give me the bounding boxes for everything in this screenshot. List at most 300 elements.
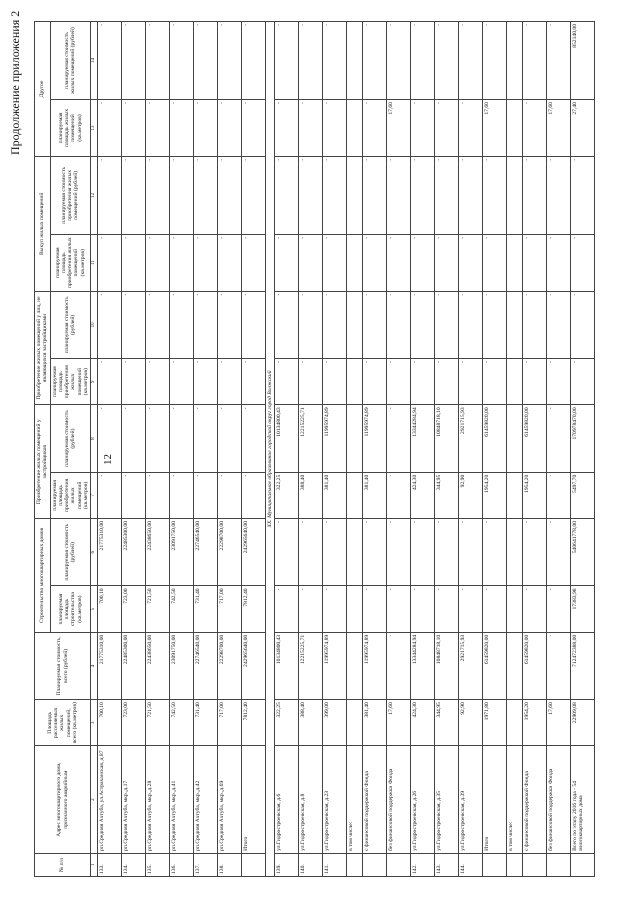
table-cell: - <box>274 586 298 632</box>
table-row <box>274 22 298 877</box>
table-cell: - <box>434 359 458 405</box>
table-cell: 723,00 <box>121 586 145 632</box>
table-cell: - <box>522 291 546 358</box>
table-cell: - <box>217 405 241 472</box>
table-cell: - <box>193 234 217 291</box>
row-address: в том числе: <box>506 746 522 853</box>
table-row <box>386 22 410 877</box>
header-from-non-developers: Приобретение жилых помещений у лиц, не являющихся застройщиками <box>35 291 51 405</box>
table-cell: - <box>169 22 193 100</box>
table-cell: - <box>434 234 458 291</box>
table-cell: 344,95 <box>434 472 458 518</box>
table-cell: - <box>121 405 145 472</box>
row-number: 139. <box>274 853 298 876</box>
table-row <box>434 22 458 877</box>
table-cell: 700,10 <box>97 700 121 746</box>
page-title: Продолжение приложения 2 <box>8 10 22 155</box>
table-cell: 322,25 <box>274 700 298 746</box>
table-cell: - <box>546 22 570 100</box>
table-cell: - <box>546 359 570 405</box>
table-cell <box>506 405 522 472</box>
table-cell: - <box>386 405 410 472</box>
table-cell <box>506 586 522 632</box>
table-cell: - <box>298 586 322 632</box>
table-cell: - <box>241 405 265 472</box>
table-cell: - <box>482 359 506 405</box>
table-cell: - <box>241 22 265 100</box>
table-cell: - <box>458 22 482 100</box>
table-cell: - <box>145 291 169 358</box>
subheader-buy-area: планируемая площадь приобретения жилых помещений (кв.метров) <box>50 234 91 291</box>
table-cell <box>506 700 522 746</box>
subheader-acq-area: планируемая площадь приобретения жилых помещений (кв.метров) <box>50 359 91 405</box>
table-cell: - <box>570 291 594 358</box>
table-cell: 23091750,00 <box>169 632 193 699</box>
table-cell: 1971,80 <box>482 700 506 746</box>
table-cell: 17,60 <box>386 700 410 746</box>
table-cell: - <box>410 291 434 358</box>
table-cell: - <box>193 291 217 358</box>
table-cell: 731,40 <box>193 586 217 632</box>
table-cell: - <box>97 234 121 291</box>
table-cell: - <box>298 100 322 157</box>
table-cell: 424,30 <box>410 472 434 518</box>
table-cell: - <box>274 291 298 358</box>
row-number: 133. <box>97 853 121 876</box>
table-cell: - <box>362 519 386 586</box>
table-cell: - <box>458 519 482 586</box>
row-address: без финансовой поддержки Фонда <box>386 746 410 853</box>
row-address: с финансовой поддержкой Фонда <box>522 746 546 853</box>
row-address: Всего по этапу 2016 года - 54 многоквартирных дома <box>570 746 594 853</box>
table-row <box>458 22 482 877</box>
table-cell: 61459820,00 <box>482 405 506 472</box>
table-cell: - <box>362 291 386 358</box>
column-number: 1 <box>91 853 98 876</box>
table-body <box>91 22 595 877</box>
table-cell: - <box>298 22 322 100</box>
table-cell: 21775310,00 <box>97 632 121 699</box>
row-number <box>482 853 506 876</box>
table-cell: - <box>322 22 346 100</box>
resettlement-table <box>34 21 595 877</box>
table-cell: - <box>193 359 217 405</box>
table-cell: 22438650,00 <box>145 632 169 699</box>
table-cell: - <box>434 586 458 632</box>
table-cell <box>346 519 362 586</box>
table-cell: - <box>193 156 217 234</box>
table-cell: - <box>546 234 570 291</box>
table-cell: - <box>522 22 546 100</box>
table-cell: - <box>458 359 482 405</box>
table-cell: - <box>145 472 169 518</box>
table-cell: 22485300,00 <box>121 519 145 586</box>
subheader-other-cost: планируемая стоимость жилых помещений (рублей) <box>50 22 91 100</box>
table-cell: - <box>386 632 410 699</box>
table-cell <box>346 700 362 746</box>
table-cell: 92,90 <box>458 700 482 746</box>
row-address: Итого <box>241 746 265 853</box>
table-cell: - <box>546 519 570 586</box>
table-cell: 1954,20 <box>522 700 546 746</box>
table-cell <box>346 156 362 234</box>
table-cell: - <box>362 586 386 632</box>
row-number: 138. <box>217 853 241 876</box>
table-cell: - <box>145 359 169 405</box>
table-cell: - <box>522 519 546 586</box>
table-cell: - <box>410 156 434 234</box>
table-cell: - <box>482 519 506 586</box>
table-cell: - <box>217 22 241 100</box>
row-address: Итого <box>482 746 506 853</box>
table-cell: 10848718,10 <box>434 405 458 472</box>
row-number <box>570 853 594 876</box>
table-cell: - <box>386 586 410 632</box>
table-cell: - <box>145 100 169 157</box>
table-cell: 11995974,89 <box>322 405 346 472</box>
table-cell: - <box>121 156 145 234</box>
table-cell <box>506 359 522 405</box>
table-cell: 344,95 <box>434 700 458 746</box>
table-cell: - <box>193 22 217 100</box>
row-address: рп.Средняя Ахтуба, мкр.,д.17 <box>121 746 145 853</box>
table-cell: - <box>458 234 482 291</box>
table-cell: - <box>145 405 169 472</box>
row-address: ул.Гидростроевская, д.8 <box>298 746 322 853</box>
row-number <box>546 853 570 876</box>
table-cell: 2921715,93 <box>458 405 482 472</box>
table-cell <box>506 100 522 157</box>
table-cell: 721,50 <box>145 586 169 632</box>
row-address: ул.Гидростроевская, д.39 <box>458 746 482 853</box>
table-row <box>145 22 169 877</box>
table-cell: - <box>522 100 546 157</box>
row-address: рп.Средняя Ахтуба, мкр.,д.42 <box>193 746 217 853</box>
table-cell <box>506 632 522 699</box>
table-cell: - <box>217 234 241 291</box>
table-cell: - <box>217 291 241 358</box>
table-cell: - <box>458 100 482 157</box>
table-cell: 7812,40 <box>241 700 265 746</box>
table-row <box>482 22 506 877</box>
table-row <box>298 22 322 877</box>
table-cell: - <box>322 359 346 405</box>
table-cell: 723,00 <box>121 700 145 746</box>
table-cell: - <box>482 22 506 100</box>
table-cell: - <box>121 291 145 358</box>
column-number: 5 <box>91 586 98 632</box>
table-cell: - <box>274 100 298 157</box>
table-cell: - <box>217 156 241 234</box>
table-cell: 170978470,00 <box>570 405 594 472</box>
table-row <box>169 22 193 877</box>
table-cell: - <box>362 234 386 291</box>
table-row <box>217 22 241 877</box>
column-number: 3 <box>91 700 98 746</box>
table-cell <box>506 291 522 358</box>
table-cell: - <box>193 405 217 472</box>
column-number: 2 <box>91 746 98 853</box>
table-cell: - <box>434 156 458 234</box>
table-row <box>362 22 386 877</box>
row-number <box>522 853 546 876</box>
page-number: 12 <box>102 454 114 465</box>
row-number <box>241 853 265 876</box>
table-row <box>410 22 434 877</box>
table-cell: 721,50 <box>145 700 169 746</box>
table-cell: 17,60 <box>546 100 570 157</box>
table-cell: - <box>97 156 121 234</box>
header-construction: Строительство многоквартирных домов <box>35 519 51 633</box>
header-no: № п/п <box>35 853 91 876</box>
table-cell: - <box>121 359 145 405</box>
table-cell: - <box>458 586 482 632</box>
table-cell: - <box>217 472 241 518</box>
table-row <box>193 22 217 877</box>
header-row-1 <box>35 22 51 877</box>
table-cell: - <box>97 100 121 157</box>
table-cell: 10134800,43 <box>274 632 298 699</box>
table-cell: 13344284,94 <box>410 405 434 472</box>
table-cell: - <box>217 100 241 157</box>
table-cell: - <box>482 234 506 291</box>
table-cell: 540641778,00 <box>570 519 594 586</box>
table-cell: - <box>386 291 410 358</box>
table-cell: 22485300,00 <box>121 632 145 699</box>
table-cell: 242965640,00 <box>241 632 265 699</box>
table-cell: 22909,08 <box>570 700 594 746</box>
table-cell: - <box>386 22 410 100</box>
column-number: 10 <box>91 291 98 358</box>
table-cell: 388,40 <box>298 472 322 518</box>
table-cell: 61459820,00 <box>522 405 546 472</box>
table-cell: - <box>274 156 298 234</box>
table-cell: - <box>145 234 169 291</box>
column-number: 12 <box>91 156 98 234</box>
table-cell: 700,10 <box>97 586 121 632</box>
table-cell: - <box>145 22 169 100</box>
row-number: 144. <box>458 853 482 876</box>
table-cell: - <box>322 519 346 586</box>
table-cell: 322,25 <box>274 472 298 518</box>
table-cell: 1954,20 <box>522 472 546 518</box>
table-cell: 11995974,89 <box>362 632 386 699</box>
table-cell: - <box>410 22 434 100</box>
table-cell: - <box>410 100 434 157</box>
table-cell: - <box>193 100 217 157</box>
table-cell: 852140,00 <box>570 22 594 100</box>
table-cell: - <box>482 156 506 234</box>
section-row <box>265 22 274 877</box>
table-cell: - <box>522 234 546 291</box>
column-number: 8 <box>91 405 98 472</box>
table-cell: - <box>97 359 121 405</box>
table-cell: 21775310,00 <box>97 519 121 586</box>
header-cost-total: Планируемая стоимость, всего (рублей) <box>35 632 91 699</box>
table-cell <box>346 100 362 157</box>
table-cell <box>346 234 362 291</box>
table-cell: 742,50 <box>169 586 193 632</box>
table-cell: 22438650,00 <box>145 519 169 586</box>
table-row <box>570 22 594 877</box>
table-cell: 5497,70 <box>570 472 594 518</box>
header-from-developers: Приобретение жилых помещений у застройщиков <box>35 405 51 519</box>
table-cell: - <box>386 472 410 518</box>
table-cell: 424,30 <box>410 700 434 746</box>
table-cell <box>506 519 522 586</box>
table-cell <box>506 472 522 518</box>
table-cell: 22746540,00 <box>193 632 217 699</box>
table-cell: - <box>274 519 298 586</box>
table-cell: - <box>322 100 346 157</box>
row-number: 134. <box>121 853 145 876</box>
column-number: 14 <box>91 22 98 100</box>
column-number: 7 <box>91 472 98 518</box>
table-cell: - <box>482 291 506 358</box>
subheader-cost: планируемая стоимость (рублей) <box>50 405 91 472</box>
table-cell <box>346 359 362 405</box>
table-cell <box>346 291 362 358</box>
table-cell: - <box>322 291 346 358</box>
subheader-build-area: планируемая площадь строительства (кв.метров) <box>50 586 91 632</box>
table-cell: - <box>362 22 386 100</box>
table-cell: - <box>458 291 482 358</box>
table-cell: - <box>121 22 145 100</box>
row-number: 140. <box>298 853 322 876</box>
header-address: Адрес многоквартирного дома, признанного аварийным <box>35 746 91 853</box>
table-cell: 1954,20 <box>482 472 506 518</box>
column-number: 4 <box>91 632 98 699</box>
table-cell: 61459820,00 <box>482 632 506 699</box>
table-cell: 717,00 <box>217 700 241 746</box>
table-cell: - <box>298 291 322 358</box>
column-number-row <box>91 22 98 877</box>
table-cell: - <box>298 156 322 234</box>
table-cell: - <box>241 156 265 234</box>
row-address: рп.Средняя Ахтуба, мкр.,д.41 <box>169 746 193 853</box>
table-cell <box>346 586 362 632</box>
header-other: Другое <box>35 22 51 157</box>
table-cell: - <box>241 100 265 157</box>
table-cell <box>346 405 362 472</box>
table-row <box>121 22 145 877</box>
table-row <box>546 22 570 877</box>
header-area: Площадь расселяемых жилых помещений, всего (кв.метров) <box>35 700 91 746</box>
table-cell: - <box>322 586 346 632</box>
table-cell: 13344284,94 <box>410 632 434 699</box>
table-cell: - <box>241 472 265 518</box>
row-address: рп.Средняя Ахтуба, мкр.,д.28 <box>145 746 169 853</box>
table-cell: - <box>434 291 458 358</box>
column-number: 11 <box>91 234 98 291</box>
table-cell: - <box>322 234 346 291</box>
table-cell: - <box>482 586 506 632</box>
subheader-acq-area: планируемая площадь приобретения жилых помещений (кв.метров) <box>50 472 91 518</box>
table-cell <box>506 234 522 291</box>
table-cell: 388,40 <box>298 700 322 746</box>
table-cell: 7812,40 <box>241 586 265 632</box>
table-cell: - <box>410 359 434 405</box>
table-cell: - <box>193 472 217 518</box>
table-cell: - <box>121 472 145 518</box>
table-cell: 742,50 <box>169 700 193 746</box>
row-address: без финансовой поддержки Фонда <box>546 746 570 853</box>
column-number: 13 <box>91 100 98 157</box>
table-cell: - <box>570 156 594 234</box>
table-cell: 92,90 <box>458 472 482 518</box>
table-cell: 381,40 <box>322 472 346 518</box>
subheader-cost: планируемая стоимость (рублей) <box>50 291 91 358</box>
table-cell: - <box>362 156 386 234</box>
table-cell: - <box>274 359 298 405</box>
row-address: ул.Гидростроевская, д.26 <box>410 746 434 853</box>
table-cell: 22298700,00 <box>217 519 241 586</box>
table-cell: 10848718,10 <box>434 632 458 699</box>
table-cell: - <box>546 632 570 699</box>
table-cell: - <box>145 156 169 234</box>
table-cell: - <box>570 234 594 291</box>
column-number: 9 <box>91 359 98 405</box>
row-number: 137. <box>193 853 217 876</box>
table-cell: - <box>546 472 570 518</box>
table-cell: - <box>522 156 546 234</box>
table-cell: 399,00 <box>322 700 346 746</box>
row-number <box>386 853 410 876</box>
row-address: ул.Гидростроевская, д.23 <box>322 746 346 853</box>
table-cell: - <box>458 156 482 234</box>
table-cell: - <box>322 156 346 234</box>
table-cell: 242965640,00 <box>241 519 265 586</box>
table-cell: 381,40 <box>362 700 386 746</box>
table-cell: - <box>386 234 410 291</box>
table-cell: - <box>410 234 434 291</box>
row-number: 142. <box>410 853 434 876</box>
table-cell: - <box>522 359 546 405</box>
row-number: 143. <box>434 853 458 876</box>
table-cell: - <box>169 234 193 291</box>
table-cell: 381,40 <box>362 472 386 518</box>
table-cell <box>506 22 522 100</box>
table-cell: 11995974,89 <box>322 632 346 699</box>
table-row <box>506 22 522 877</box>
row-address: ул.Гидростроевская, д.6 <box>274 746 298 853</box>
table-cell: - <box>97 405 121 472</box>
table-cell: 17,60 <box>386 100 410 157</box>
table-cell: 23091750,00 <box>169 519 193 586</box>
row-number <box>506 853 522 876</box>
table-row <box>322 22 346 877</box>
table-cell: 17,60 <box>546 700 570 746</box>
table-cell: 712472388,00 <box>570 632 594 699</box>
section-title: XX. Муниципальное образование городской округ город Волжский <box>265 22 274 877</box>
table-cell: - <box>410 586 434 632</box>
table-cell: - <box>169 359 193 405</box>
row-address: с финансовой поддержкой Фонда <box>362 746 386 853</box>
table-cell: - <box>241 291 265 358</box>
table-cell: 12215225,71 <box>298 405 322 472</box>
row-number <box>362 853 386 876</box>
table-cell: - <box>274 234 298 291</box>
table-row <box>97 22 121 877</box>
table-row <box>241 22 265 877</box>
table-cell: - <box>298 234 322 291</box>
header-buyout: Выкуп жилых помещений <box>35 156 51 291</box>
subheader-cost: планируемая стоимость (рублей) <box>50 519 91 586</box>
table-cell: 731,40 <box>193 700 217 746</box>
table-cell: 17383,98 <box>570 586 594 632</box>
row-number: 136. <box>169 853 193 876</box>
table-cell: 2921715,93 <box>458 632 482 699</box>
